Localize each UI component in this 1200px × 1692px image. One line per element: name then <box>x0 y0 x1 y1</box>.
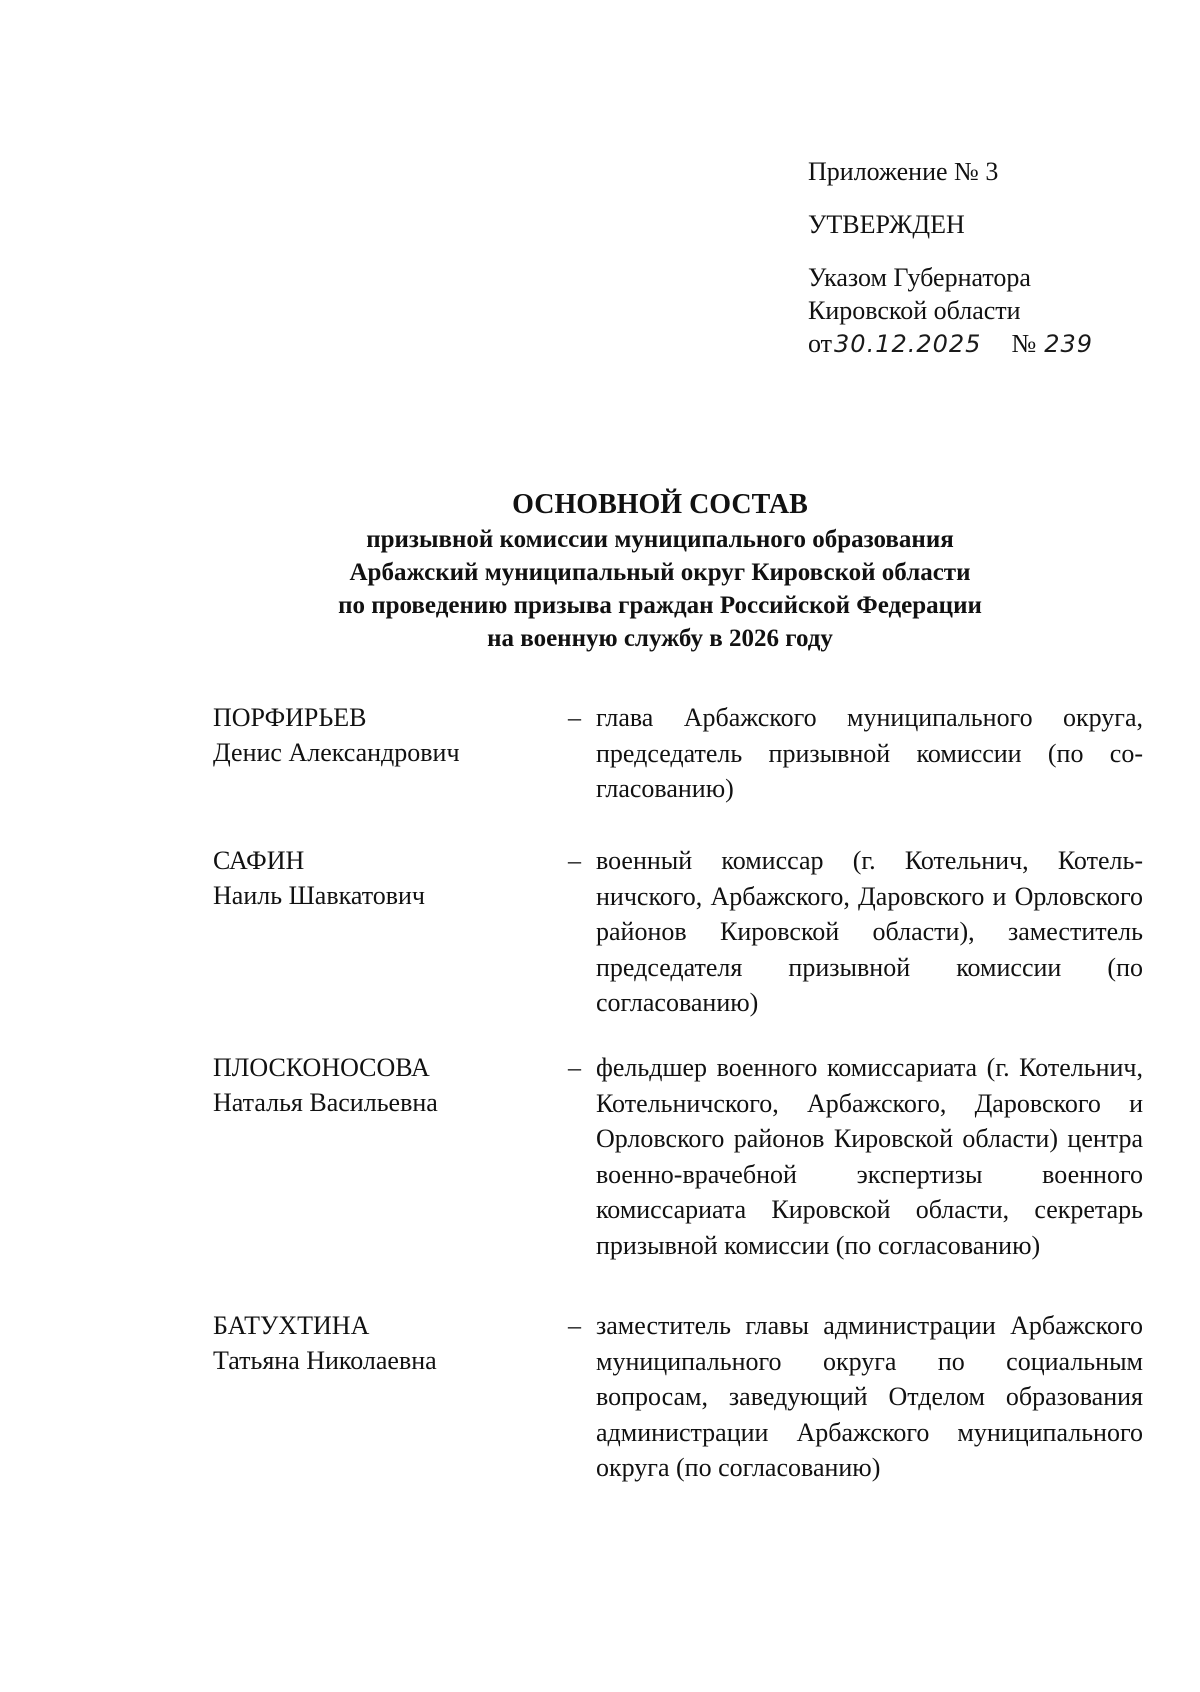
member-role: заместитель главы администрации Арбажского муниципального округа по социальным вопросам, заведующий Отделом образования администрации Арбажского муниципального округа (по согласованию) <box>596 1311 1143 1482</box>
member-name <box>213 843 543 913</box>
member-role: военный комиссар (г. Котельнич, Котельничского, Арбажского, Даровского и Орловского районов Кировской области), заместитель председателя призывной комиссии (по согласованию) <box>596 846 1143 1017</box>
member-name <box>213 1050 543 1120</box>
member-role: фельдшер военного комиссариата (г. Котельнич, Котельничского, Арбажского, Даровского и Орловского районов Кировской области) центра военно-врачебной экспертизы военного комиссариата Кировской области, секретарь призывной комиссии (по согласованию) <box>596 1053 1143 1260</box>
member-given-names: Татьяна Николаевна <box>213 1346 437 1375</box>
member-given-names: Денис Александрович <box>213 738 460 767</box>
member-surname: САФИН <box>213 846 305 875</box>
decree-line-2: Кировской области <box>808 296 1021 325</box>
handwritten-number: 239 <box>1044 330 1094 358</box>
member-surname: ПОРФИРЬЕВ <box>213 703 367 732</box>
approved-label: УТВЕРЖДЕН <box>808 210 965 239</box>
member-given-names: Наталья Васильевна <box>213 1088 438 1117</box>
approval-stamp-block <box>808 155 1148 361</box>
member-dash: – <box>568 1311 581 1340</box>
decree-date-number-line <box>808 327 1148 361</box>
member-dash: – <box>568 846 581 875</box>
title-line-2: Арбажский муниципальный округ Кировской области <box>349 559 971 586</box>
member-surname: ПЛОСКОНОСОВА <box>213 1053 430 1082</box>
member-dash: – <box>568 1053 581 1082</box>
decree-line-1: Указом Губернатора <box>808 263 1031 292</box>
title-line-1: призывной комиссии муниципального образования <box>366 526 954 553</box>
member-name <box>213 700 543 770</box>
number-prefix: № <box>1011 329 1037 358</box>
member-role: глава Арбажского муниципального округа, председатель призывной комиссии (по согласованию) <box>596 703 1143 803</box>
title-line-3: по проведению призыва граждан Российской Федерации <box>338 592 982 619</box>
member-dash: – <box>568 703 581 732</box>
title-line-4: на военную службу в 2026 году <box>487 625 833 652</box>
member-given-names: Наиль Шавкатович <box>213 881 425 910</box>
appendix-number: Приложение № 3 <box>808 157 999 186</box>
member-name <box>213 1308 543 1378</box>
title-main: ОСНОВНОЙ СОСТАВ <box>512 489 808 520</box>
document-title <box>250 487 1070 655</box>
member-surname: БАТУХТИНА <box>213 1311 370 1340</box>
date-prefix: от <box>808 329 833 358</box>
handwritten-date: 30.12.2025 <box>834 330 982 358</box>
